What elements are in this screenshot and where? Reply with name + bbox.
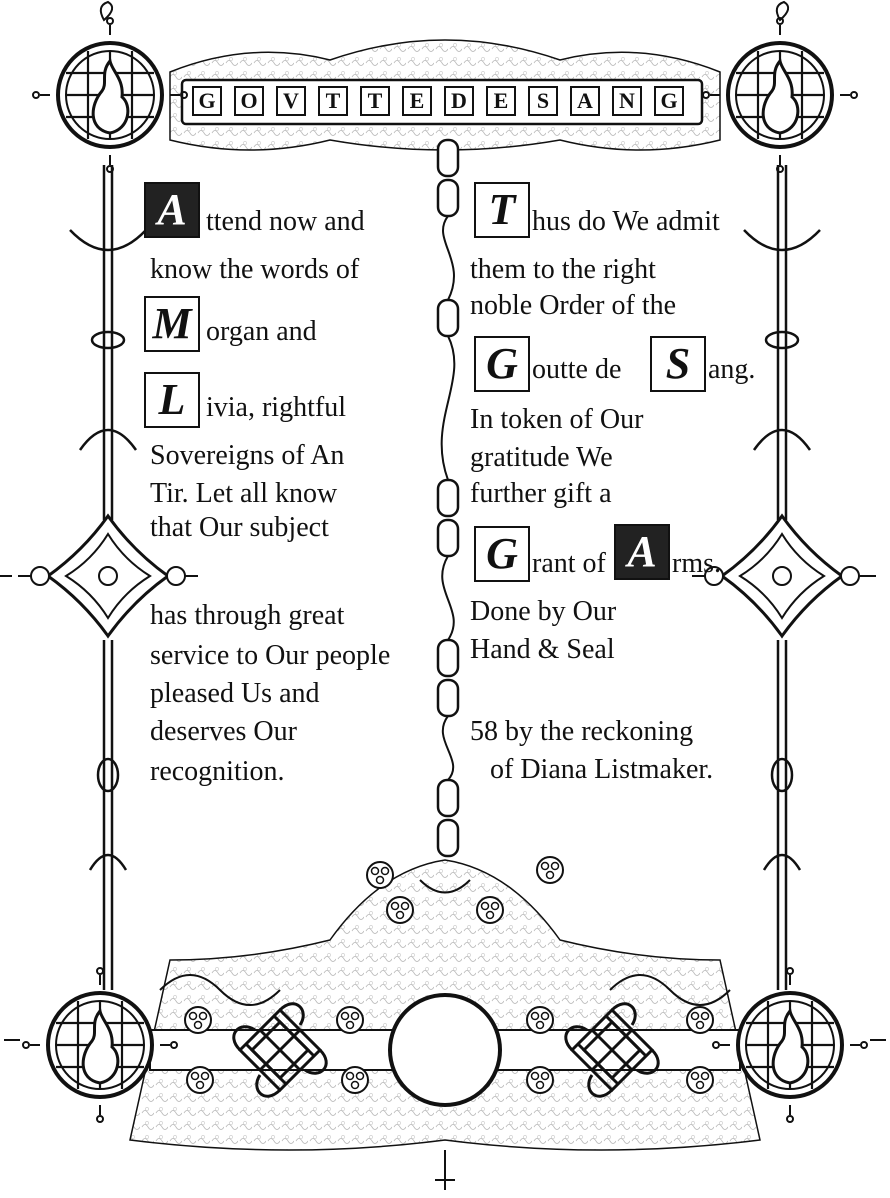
title-letter: S — [528, 86, 558, 116]
text-line: pleased Us and — [150, 678, 320, 709]
text-line: Done by Our — [470, 596, 617, 627]
title-letter: V — [276, 86, 306, 116]
drop-cap: T — [474, 182, 530, 238]
text-line: ttend now and — [206, 206, 365, 237]
text-line: outte de — [532, 354, 622, 385]
title-letter: E — [402, 86, 432, 116]
text-line: deserves Our — [150, 716, 297, 747]
text-line: has through great — [150, 600, 345, 631]
drop-cap: L — [144, 372, 200, 428]
text-line: of Diana Listmaker. — [490, 754, 714, 785]
text-line: ang. — [708, 354, 756, 385]
text-line: In token of Our — [470, 404, 644, 435]
text-line: them to the right — [470, 254, 656, 285]
title-letter: O — [234, 86, 264, 116]
drop-cap: M — [144, 296, 200, 352]
text-line: service to Our people — [150, 640, 391, 671]
text-line: gratitude We — [470, 442, 613, 473]
drop-cap: G — [474, 336, 530, 392]
text-line: noble Order of the — [470, 290, 677, 321]
title-letter: A — [570, 86, 600, 116]
text-line: hus do We admit — [532, 206, 720, 237]
title-letter: E — [486, 86, 516, 116]
text-line: Hand & Seal — [470, 634, 615, 665]
title-letter: T — [360, 86, 390, 116]
text-line: recognition. — [150, 756, 285, 787]
text-line: rant of — [532, 548, 606, 579]
text-line: Tir. Let all know — [150, 478, 338, 509]
drop-cap: A — [144, 182, 200, 238]
text-line: rms. — [672, 548, 721, 579]
text-line: know the words of — [150, 254, 360, 285]
text-line: 58 by the reckoning — [470, 716, 694, 747]
title-letter: D — [444, 86, 474, 116]
title-letter: N — [612, 86, 642, 116]
text-line: organ and — [206, 316, 317, 347]
drop-cap: S — [650, 336, 706, 392]
drop-cap: A — [614, 524, 670, 580]
text-line: further gift a — [470, 478, 612, 509]
text-line: that Our subject — [150, 512, 329, 543]
title-letter: G — [192, 86, 222, 116]
title-letter: G — [654, 86, 684, 116]
title-letter: T — [318, 86, 348, 116]
drop-cap: G — [474, 526, 530, 582]
text-line: Sovereigns of An — [150, 440, 345, 471]
text-line: ivia, rightful — [206, 392, 346, 423]
